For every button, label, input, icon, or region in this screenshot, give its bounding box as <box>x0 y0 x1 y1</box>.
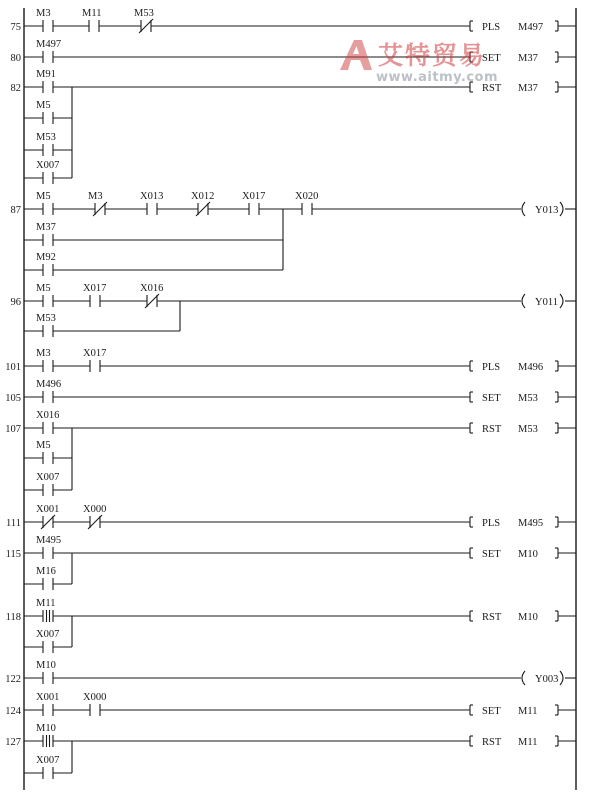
contact-no <box>83 283 106 307</box>
step-number: 96 <box>10 297 21 308</box>
instruction-arg: M10 <box>518 549 538 560</box>
step-number: 101 <box>5 362 21 373</box>
contact-no <box>36 8 53 32</box>
rung-105 <box>5 379 576 404</box>
instruction-op: PLS <box>482 518 501 529</box>
coil-label: Y013 <box>535 205 559 216</box>
instruction-box <box>470 361 576 373</box>
contact-label: M3 <box>88 191 103 202</box>
output-coil <box>522 202 576 216</box>
contact-no <box>36 191 53 215</box>
contact-no <box>36 160 59 184</box>
instruction-op: SET <box>482 393 501 404</box>
contact-no <box>36 100 53 124</box>
contact-pulse <box>36 598 55 622</box>
coil-label: Y011 <box>535 297 558 308</box>
contact-pulse <box>36 723 56 747</box>
contact-label: X013 <box>140 191 164 202</box>
instruction-arg: M10 <box>518 612 538 623</box>
contact-label: X007 <box>36 755 60 766</box>
instruction-op: SET <box>482 706 501 717</box>
step-number: 82 <box>10 83 21 94</box>
instruction-op: RST <box>482 612 502 623</box>
contact-nc <box>36 504 59 529</box>
coil-right <box>560 202 563 216</box>
instruction-arg: M497 <box>518 22 544 33</box>
contact-label: M10 <box>36 660 56 671</box>
contact-label: M497 <box>36 39 62 50</box>
contact-label: X000 <box>83 504 107 515</box>
step-number: 87 <box>10 205 21 216</box>
step-number: 107 <box>5 424 21 435</box>
contact-label: X017 <box>242 191 266 202</box>
contact-no <box>36 660 56 684</box>
contact-label: X000 <box>83 692 107 703</box>
contact-label: X016 <box>140 283 164 294</box>
instruction-box <box>470 392 576 404</box>
coil-left <box>522 202 525 216</box>
instruction-box <box>470 705 576 717</box>
step-number: 124 <box>5 706 21 717</box>
contact-no <box>36 472 59 496</box>
contact-no <box>82 8 101 32</box>
contact-label: M3 <box>36 348 51 359</box>
contact-label: M5 <box>36 283 51 294</box>
contact-no <box>242 191 265 215</box>
instruction-op: SET <box>482 53 501 64</box>
rung-127 <box>5 723 576 779</box>
contact-no <box>36 348 53 372</box>
instruction-arg: M37 <box>518 53 538 64</box>
contact-no <box>36 440 53 464</box>
coil-right <box>560 294 563 308</box>
contact-label: M5 <box>36 191 51 202</box>
contact-label: X017 <box>83 348 107 359</box>
instruction-box <box>470 736 576 748</box>
instruction-box <box>470 517 576 529</box>
instruction-box <box>470 423 576 435</box>
contact-no <box>295 191 318 215</box>
contact-nc <box>83 504 106 529</box>
contact-label: X020 <box>295 191 319 202</box>
contact-label: M496 <box>36 379 62 390</box>
watermark-brand: 艾特贸易 <box>378 41 487 70</box>
contact-no <box>36 755 59 779</box>
step-number: 80 <box>10 53 21 64</box>
contact-no <box>36 39 61 63</box>
coil-label: Y003 <box>535 674 559 685</box>
contact-no <box>36 535 61 559</box>
contact-label: M53 <box>134 8 154 19</box>
contact-label: M11 <box>36 598 56 609</box>
contact-no <box>36 629 59 653</box>
instruction-op: SET <box>482 549 501 560</box>
contact-no <box>36 379 61 403</box>
instruction-arg: M496 <box>518 362 544 373</box>
instruction-arg: M37 <box>518 83 538 94</box>
contact-no <box>36 252 56 276</box>
rung-115 <box>6 535 576 590</box>
contact-label: M53 <box>36 132 56 143</box>
step-number: 118 <box>5 612 21 623</box>
step-number: 111 <box>6 518 21 529</box>
instruction-arg: M495 <box>518 518 544 529</box>
step-number: 127 <box>5 737 21 748</box>
contact-label: X017 <box>83 283 107 294</box>
contact-label: M11 <box>82 8 102 19</box>
contact-nc <box>134 8 154 33</box>
step-number: 105 <box>5 393 21 404</box>
instruction-op: RST <box>482 83 502 94</box>
contact-no <box>36 313 56 337</box>
watermark <box>338 36 538 92</box>
instruction-op: PLS <box>482 362 501 373</box>
contact-label: X012 <box>191 191 215 202</box>
contact-no <box>36 132 56 156</box>
instruction-arg: M11 <box>518 706 538 717</box>
contact-label: X007 <box>36 160 60 171</box>
rung-107 <box>5 410 576 496</box>
instruction-arg: M11 <box>518 737 538 748</box>
contact-label: M92 <box>36 252 56 263</box>
contact-label: M5 <box>36 100 51 111</box>
rung-87 <box>11 191 577 276</box>
coil-left <box>522 294 525 308</box>
contact-label: X001 <box>36 692 60 703</box>
contact-no <box>36 410 59 434</box>
instruction-op: PLS <box>482 22 501 33</box>
rung-101 <box>5 348 576 373</box>
instruction-box <box>470 548 576 560</box>
contact-no <box>83 348 106 372</box>
contact-no <box>36 692 59 716</box>
contact-label: X007 <box>36 472 60 483</box>
watermark-url: www.aitmy.com <box>376 70 499 85</box>
contact-nc <box>191 191 214 216</box>
instruction-arg: M53 <box>518 424 538 435</box>
rung-111 <box>6 504 576 529</box>
contact-label: M91 <box>36 69 56 80</box>
rung-122 <box>5 660 576 685</box>
contact-label: M37 <box>36 222 56 233</box>
contact-label: X007 <box>36 629 60 640</box>
contact-no <box>83 692 106 716</box>
instruction-box <box>470 611 576 623</box>
instruction-op: RST <box>482 737 502 748</box>
instruction-box <box>470 21 576 33</box>
contact-label: M16 <box>36 566 56 577</box>
contact-label: M5 <box>36 440 51 451</box>
contact-label: X016 <box>36 410 60 421</box>
rung-118 <box>6 598 576 653</box>
aitmy-logo-icon <box>338 38 374 72</box>
contact-no <box>36 283 53 307</box>
output-coil <box>522 671 576 685</box>
step-number: 75 <box>10 22 21 33</box>
coil-left <box>522 671 525 685</box>
instruction-arg: M53 <box>518 393 538 404</box>
output-coil <box>522 294 576 308</box>
contact-nc <box>88 191 107 216</box>
contact-label: M3 <box>36 8 51 19</box>
contact-label: M53 <box>36 313 56 324</box>
contact-label: M495 <box>36 535 62 546</box>
rung-124 <box>5 692 576 717</box>
contact-no <box>36 222 56 246</box>
step-number: 115 <box>5 549 21 560</box>
coil-right <box>560 671 563 685</box>
step-number: 122 <box>5 674 21 685</box>
contact-label: X001 <box>36 504 60 515</box>
rung-75 <box>11 8 577 33</box>
contact-no <box>36 69 56 93</box>
contact-no <box>36 566 56 590</box>
rung-96 <box>11 283 577 337</box>
contact-no <box>140 191 163 215</box>
contact-nc <box>140 283 163 308</box>
instruction-op: RST <box>482 424 502 435</box>
contact-label: M10 <box>36 723 56 734</box>
